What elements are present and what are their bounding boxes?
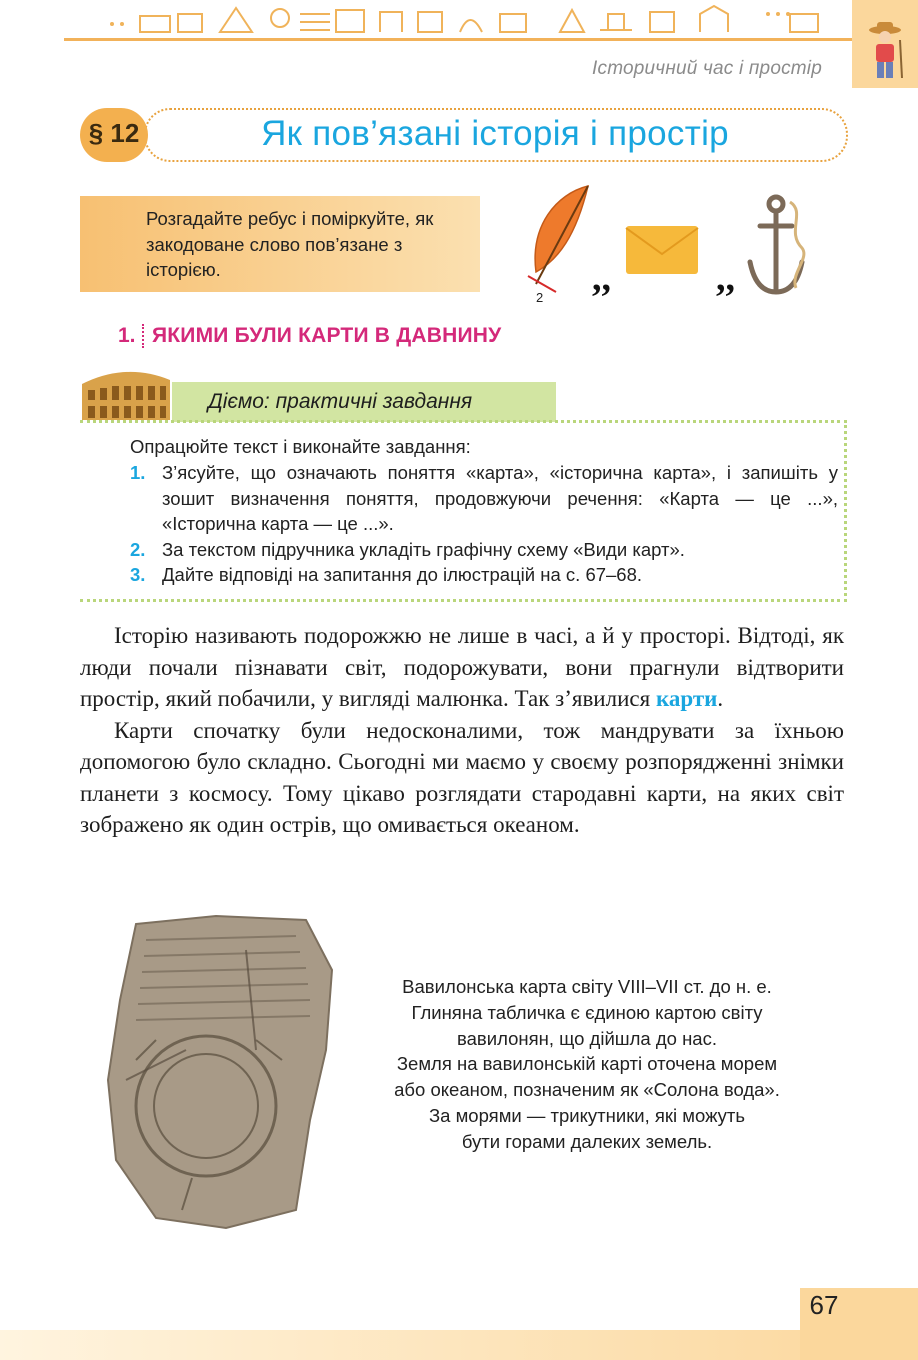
rebus-text: Розгадайте ребус і поміркуйте, як закодоване слово пов’язане з історією.	[146, 208, 434, 280]
page-title: Як пов’язані історія і простір	[261, 114, 729, 153]
caption-line: Глиняна табличка є єдиною картою світу	[411, 1001, 763, 1023]
body-text	[80, 620, 844, 841]
body-paragraph: Карти спочатку були недосконалими, тож мандрувати за їхньою допомогою було складно. Сьогодні ми маємо у своєму розпорядженні знімки планети з космосу. Тому цікаво розглядати стародавні карти, на яких світ зображено як один острів, що омивається океаном.	[80, 717, 844, 837]
footer-bar	[0, 1330, 918, 1360]
top-decoration-icons	[0, 0, 918, 40]
caption-line: вавилонян, що дійшла до нас.	[457, 1027, 717, 1049]
list-item	[130, 460, 838, 537]
practical-intro: Опрацюйте текст і виконайте завдання:	[130, 436, 471, 457]
feather-mark: 2	[536, 290, 544, 305]
traveler-icon	[858, 20, 912, 84]
item-text: За текстом підручника укладіть графічну схему «Види карт».	[162, 538, 685, 560]
anchor-icon	[746, 192, 810, 300]
rebus-comma: ,,	[716, 257, 735, 299]
item-number: 1.	[130, 462, 146, 483]
body-text-run: .	[717, 686, 724, 711]
practical-list	[130, 460, 838, 588]
caption-line: За морями — трикутники, які можуть	[428, 1104, 746, 1126]
page-number: 67	[809, 1290, 839, 1320]
paragraph-number: § 12	[88, 118, 140, 148]
caption-line: Вавилонська карта світу VIII–VII ст. до н. е.	[402, 976, 772, 997]
item-text: Дайте відповіді на запитання до ілюстрацій на с. 67–68.	[162, 564, 643, 585]
item-number: 3.	[130, 564, 146, 585]
list-item	[130, 562, 838, 588]
list-item	[130, 537, 838, 563]
item-text: З’ясуйте, що означають поняття «карта», «історична карта», і запишіть у зошит визначення поняття, продовжуючи речення: «Карта — це ...», «Історична карта — це ...».	[162, 462, 838, 534]
body-text-run: Історію називають подорожжю не лише в часі, а й у просторі. Відтоді, як люди почали пізнавати світ, подорожувати, вони прагнули відтворити простір, який побачили, у вигляді малюнка. Так з’явилися	[80, 623, 844, 711]
section-heading: ЯКИМИ БУЛИ КАРТИ В ДАВНИНУ	[152, 324, 502, 347]
clay-tablet-image	[96, 910, 344, 1236]
rebus-comma: ,,	[592, 257, 611, 299]
caption-line: бути горами далеких земель.	[461, 1130, 713, 1152]
keyword: карти	[655, 686, 718, 711]
top-border-line	[64, 38, 854, 41]
caption-line: Земля на вавилонській карті оточена морем	[396, 1053, 778, 1075]
colosseum-icon	[78, 366, 174, 422]
body-paragraph	[80, 620, 844, 715]
item-number: 2.	[130, 538, 146, 560]
section-header: Історичний час і простір	[592, 58, 822, 79]
caption-line: або океаном, позначеним як «Солона вода».	[394, 1079, 780, 1101]
image-caption	[352, 974, 822, 1155]
section-number: 1.	[118, 324, 144, 348]
practical-label: Діємо: практичні завдання	[208, 390, 473, 413]
envelope-icon	[624, 224, 700, 276]
